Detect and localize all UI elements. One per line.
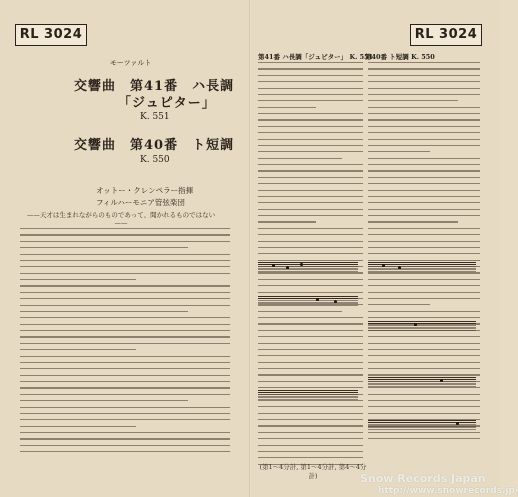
symphony-40-title: 交響曲 第40番 ト短調 [74, 138, 235, 153]
music-note [414, 323, 417, 326]
music-note [456, 422, 459, 425]
music-note [398, 266, 401, 269]
watermark: Snow Records Japan [360, 472, 486, 485]
orchestra: フィルハーモニア管弦楽団 [96, 198, 185, 207]
center-fold [249, 0, 251, 497]
music-staff [258, 296, 358, 306]
music-note [334, 300, 337, 303]
music-note [272, 264, 275, 267]
music-note [382, 264, 385, 267]
conductor: オットー・クレンペラー指揮 [96, 186, 194, 195]
symphony-41-title: 交響曲 第41番 ハ長調 [74, 79, 235, 94]
symphony-40-k: K. 550 [140, 155, 170, 165]
liner-notes-heading: ——天才は生まれながらのものであって、聞かれるものではない—— [26, 211, 216, 227]
liner-notes-right-heading: 第40番 ト短調 K. 550 [365, 53, 435, 61]
composer: モーツァルト [110, 59, 152, 67]
catalog-number-left: RL 3024 [15, 24, 87, 46]
liner-notes-mid-heading: 第41番 ハ長調「ジュピター」 K. 551 [258, 53, 374, 61]
watermark-url: http://www.snowrecords.jp/ [378, 486, 518, 496]
symphony-41-subtitle: 「ジュピター」 [118, 96, 216, 111]
liner-notes-right-column [368, 62, 480, 457]
catalog-number-right: RL 3024 [410, 24, 482, 46]
music-note [300, 263, 303, 266]
symphony-41-k: K. 551 [140, 112, 170, 122]
side-timings: (第1～4分計, 第1～4分計, 第4～4分計) [259, 463, 367, 480]
liner-notes-left-column [20, 228, 230, 453]
music-staff [368, 377, 476, 387]
music-staff [258, 390, 358, 400]
music-note [440, 379, 443, 382]
music-note [316, 298, 319, 301]
music-staff [368, 420, 476, 430]
music-note [286, 266, 289, 269]
music-staff [368, 321, 476, 331]
